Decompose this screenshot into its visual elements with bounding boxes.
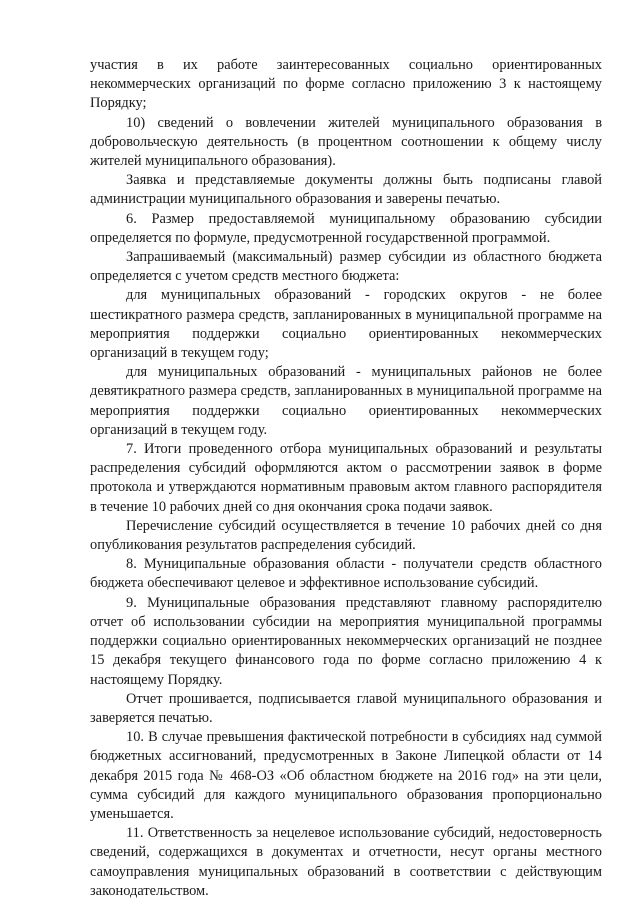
- paragraph-continuation: участия в их работе заинтересованных социально ориентированных некоммерческих организаций по форме согласно приложению 3 к настоящему Порядку;: [90, 57, 602, 112]
- paragraph-section-6: 6. Размер предоставляемой муниципальному образованию субсидии определяется по формуле, предусмотренной государственной программой.: [90, 210, 602, 246]
- paragraph-section-8: 8. Муниципальные образования области - получатели средств областного бюджета обеспечивают целевое и эффективное использование субсидий.: [90, 556, 602, 592]
- paragraph-max-subsidy: Запрашиваемый (максимальный) размер субсидии из областного бюджета определяется с учетом средств местного бюджета:: [90, 249, 602, 285]
- document-body: [90, 56, 602, 901]
- paragraph-report-binding: Отчет прошивается, подписывается главой муниципального образования и заверяется печатью.: [90, 690, 602, 726]
- paragraph-section-9: 9. Муниципальные образования представляют главному распорядителю отчет об использовании субсидии на мероприятия муниципальной программы поддержки социально ориентированных некоммерческих организаций не позднее 15 декабря текущего финансового года по форме согласно приложению 4 к настоящему Порядку.: [90, 594, 602, 688]
- paragraph-municipal-districts: для муниципальных образований - муниципальных районов не более девятикратного размера средств, запланированных в муниципальной программе на мероприятия поддержки социально ориентированных некоммерческих организаций в текущем году.: [90, 364, 602, 438]
- paragraph-transfer: Перечисление субсидий осуществляется в течение 10 рабочих дней со дня опубликования результатов распределения субсидий.: [90, 517, 602, 554]
- paragraph-signature-requirement: Заявка и представляемые документы должны быть подписаны главой администрации муниципального образования и заверены печатью.: [90, 172, 602, 208]
- paragraph-section-10: 10. В случае превышения фактической потребности в субсидиях над суммой бюджетных ассигнований, предусмотренных в Законе Липецкой области от 14 декабря 2015 года № 468-ОЗ «Об областном бюджете на 2016 год» на эти цели, сумма субсидий для каждого муниципального образования пропорционально уменьшается.: [90, 729, 602, 822]
- paragraph-section-11: 11. Ответственность за нецелевое использование субсидий, недостоверность сведений, содержащихся в документах и отчетности, несут органы местного самоуправления муниципальных образований в соответствии с действующим законодательством.: [90, 825, 602, 899]
- paragraph-city-districts: для муниципальных образований - городских округов - не более шестикратного размера средств, запланированных в муниципальной программе на мероприятия поддержки социально ориентированных некоммерческих организаций в текущем году;: [90, 287, 602, 362]
- paragraph-item-10: 10) сведений о вовлечении жителей муниципального образования в добровольческую деятельность (в процентном соотношении к общему числу жителей муниципального образования).: [90, 114, 602, 170]
- paragraph-section-7: 7. Итоги проведенного отбора муниципальных образований и результаты распределения субсидий оформляются актом о рассмотрении заявок в форме протокола и утверждаются нормативным правовым актом главного распорядителя в течение 10 рабочих дней со дня окончания срока подачи заявок.: [90, 441, 602, 515]
